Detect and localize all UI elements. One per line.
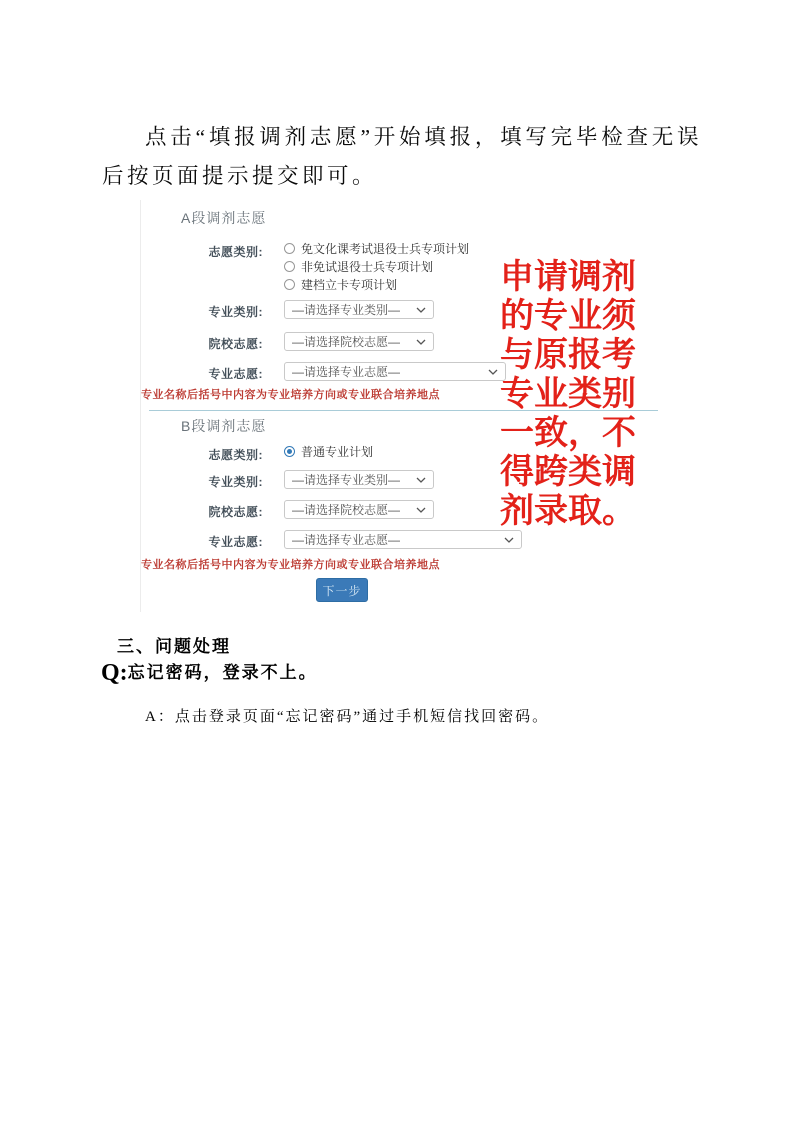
section-a-category-label: 志愿类别: [208, 245, 263, 259]
radio-selected-icon[interactable] [284, 446, 295, 457]
radio-icon[interactable] [284, 279, 295, 290]
annotation-line: 一致，不 [500, 414, 636, 452]
section-b-major-type-select[interactable] [284, 470, 434, 489]
section-a-note: 专业名称后括号中内容为专业培养方向或专业联合培养地点 [141, 389, 440, 401]
question-prefix: Q: [101, 660, 128, 686]
section-a-major-type-select[interactable] [284, 300, 434, 319]
question-text: 忘记密码，登录不上。 [127, 663, 318, 682]
radio-option-label: 普通专业计划 [301, 445, 374, 459]
radio-option-b1[interactable] [284, 443, 373, 460]
select-value: —请选择专业志愿— [292, 533, 401, 547]
answer-line: A：点击登录页面“忘记密码”通过手机短信找回密码。 [145, 709, 550, 725]
section-a-college-label: 院校志愿: [208, 337, 263, 351]
annotation-line: 剂录取。 [500, 492, 636, 530]
section-b-category-label: 志愿类别: [208, 448, 263, 462]
section-b-note: 专业名称后括号中内容为专业培养方向或专业联合培养地点 [141, 559, 440, 571]
annotation-line: 的专业须 [500, 297, 636, 335]
chevron-down-icon [488, 369, 498, 375]
section-b-major-select[interactable] [284, 530, 522, 549]
annotation-line: 得跨类调 [500, 453, 636, 491]
chevron-down-icon [416, 507, 426, 513]
annotation-line: 专业类别 [500, 375, 636, 413]
section-a-heading: A段调剂志愿 [181, 210, 267, 226]
chevron-down-icon [416, 307, 426, 313]
annotation-line: 与原报考 [500, 336, 636, 374]
select-value: —请选择专业类别— [292, 473, 401, 487]
section-b-major-type-label: 专业类别: [208, 475, 263, 489]
annotation-line: 申请调剂 [500, 258, 636, 296]
chevron-down-icon [416, 339, 426, 345]
radio-icon[interactable] [284, 261, 295, 272]
select-value: —请选择专业志愿— [292, 365, 401, 379]
select-value: —请选择专业类别— [292, 303, 401, 317]
section-b-college-select[interactable] [284, 500, 434, 519]
chevron-down-icon [504, 537, 514, 543]
intro-paragraph: 点击“填报调剂志愿”开始填报，填写完毕检查无误后按页面提示提交即可。 [102, 124, 702, 188]
section-a-major-select[interactable] [284, 362, 506, 381]
red-annotation [500, 258, 636, 531]
question-line [101, 660, 318, 687]
section-a-major-label: 专业志愿: [208, 367, 263, 381]
radio-option-a1[interactable] [284, 240, 469, 257]
select-value: —请选择院校志愿— [292, 503, 401, 517]
radio-option-label: 建档立卡专项计划 [301, 278, 398, 292]
radio-option-label: 非免试退役士兵专项计划 [301, 260, 434, 274]
radio-option-a2[interactable] [284, 258, 433, 275]
select-value: —请选择院校志愿— [292, 335, 401, 349]
section-b-college-label: 院校志愿: [208, 505, 263, 519]
section-a-major-type-label: 专业类别: [208, 305, 263, 319]
chevron-down-icon [416, 477, 426, 483]
radio-option-label: 免文化课考试退役士兵专项计划 [301, 242, 470, 256]
embedded-form-screenshot [140, 200, 658, 612]
section-a-college-select[interactable] [284, 332, 434, 351]
qa-section-heading: 三、问题处理 [117, 637, 231, 656]
next-step-button[interactable]: 下一步 [316, 578, 368, 602]
section-b-heading: B段调剂志愿 [181, 418, 267, 434]
section-b-major-label: 专业志愿: [208, 535, 263, 549]
radio-option-a3[interactable] [284, 276, 397, 293]
radio-icon[interactable] [284, 243, 295, 254]
